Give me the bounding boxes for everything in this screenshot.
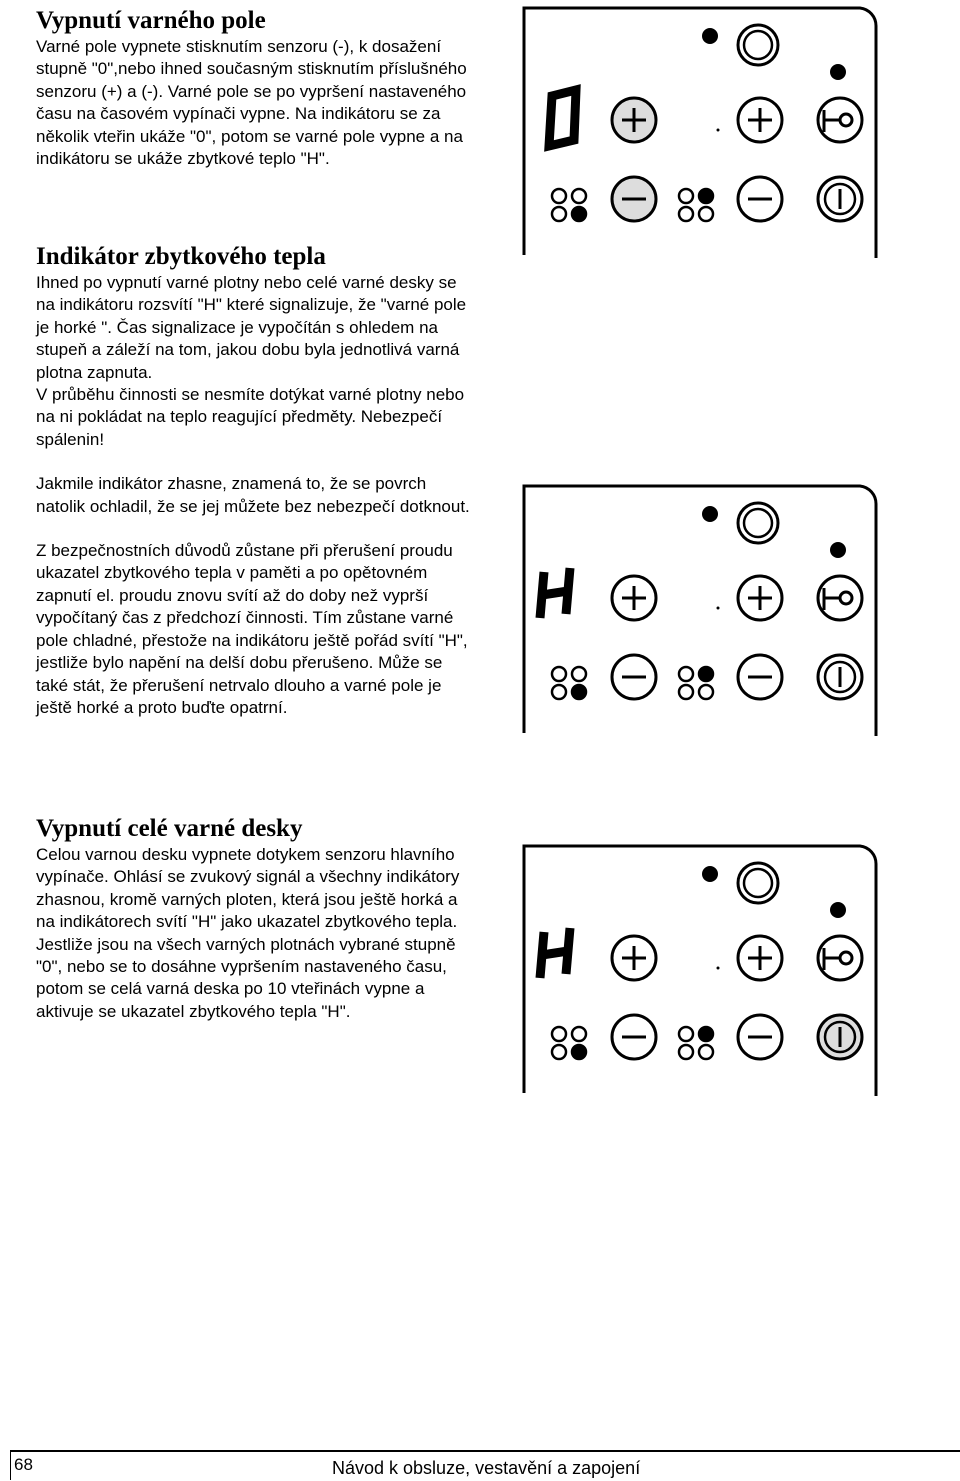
paragraph: Celou varnou desku vypnete dotykem senzoru hlavního vypínače. Ohlásí se zvukový signál a všechny indikátory zhasnou, kromě varných ploten, která jsou ještě horká a na indikátorech svítí "H" jako ukazatel zbytkového tepla. Jestliže jsou na všech varných plotnách vybrané stupně "0", nebo se to dosáhne vypršením nastaveného času, potom se celá varná deska po 10 vteřinách vypne a aktivuje se ukazatel zbytkového tepla "H". <box>36 845 460 1021</box>
display-digit-h <box>540 928 570 978</box>
paragraph: Varné pole vypnete stisknutím senzoru (-), k dosažení stupně "0",nebo ihned současným stisknutím příslušného senzoru (+) a (-). Varné pole se po vypršení nastaveného času na časovém vypínači vypne. Na indikátoru se za několik vteřin ukáže "0", potom se varné pole vypne a na indikátoru se ukáže zbytkové teplo "H". <box>36 37 467 169</box>
paragraph: Jakmile indikátor zhasne, znamená to, že se povrch natolik ochladil, že se jej můžete bez nebezpečí dotknout. <box>36 474 470 516</box>
footer-divider <box>10 1450 960 1452</box>
control-panel-diagram <box>522 478 878 740</box>
section-indikator-tepla <box>36 242 476 719</box>
panel-svg <box>522 478 878 740</box>
paragraph: V průběhu činnosti se nesmíte dotýkat varné plotny nebo na ni pokládat na teplo reagující předměty. Nebezpečí spálenin! <box>36 385 465 449</box>
display-digit-0 <box>549 90 576 146</box>
panel-svg <box>522 838 878 1100</box>
section-vypnuti-pole <box>36 6 476 170</box>
section-heading: Vypnutí varného pole <box>36 7 266 34</box>
section-heading: Vypnutí celé varné desky <box>36 815 303 842</box>
display-digit-h <box>540 568 570 618</box>
footer-title: Návod k obsluze, vestavění a zapojení <box>332 1458 641 1478</box>
panel-svg <box>522 0 878 262</box>
paragraph: Z bezpečnostních důvodů zůstane při přerušení proudu ukazatel zbytkového tepla v paměti a po opětovném zapnutí el. proudu znovu svítí až do doby než vyprší vypočítaný čas z předchozí činnosti. Tím zůstane varné pole chladné, přestože na indikátoru ještě pořád svítí "H", jestliže bylo napění na delší dobu přerušeno. Může se také stát, že přerušení netrvalo dlouho a varné pole je ještě horké a proto buďte opatrní. <box>36 541 468 717</box>
section-vypnuti-desky <box>36 814 476 1023</box>
page-number: 68 <box>10 1452 38 1480</box>
control-panel-diagram <box>522 0 878 262</box>
paragraph: Ihned po vypnutí varné plotny nebo celé varné desky se na indikátoru rozsvítí "H" které signalizuje, že "varné pole je horké ". Čas signalizace je vypočítán s ohledem na stupeň a záleží na tom, jakou dobu byla jednotlivá varná plotna zapnuta. <box>36 273 467 382</box>
section-heading: Indikátor zbytkového tepla <box>36 243 326 270</box>
control-panel-diagram <box>522 838 878 1100</box>
